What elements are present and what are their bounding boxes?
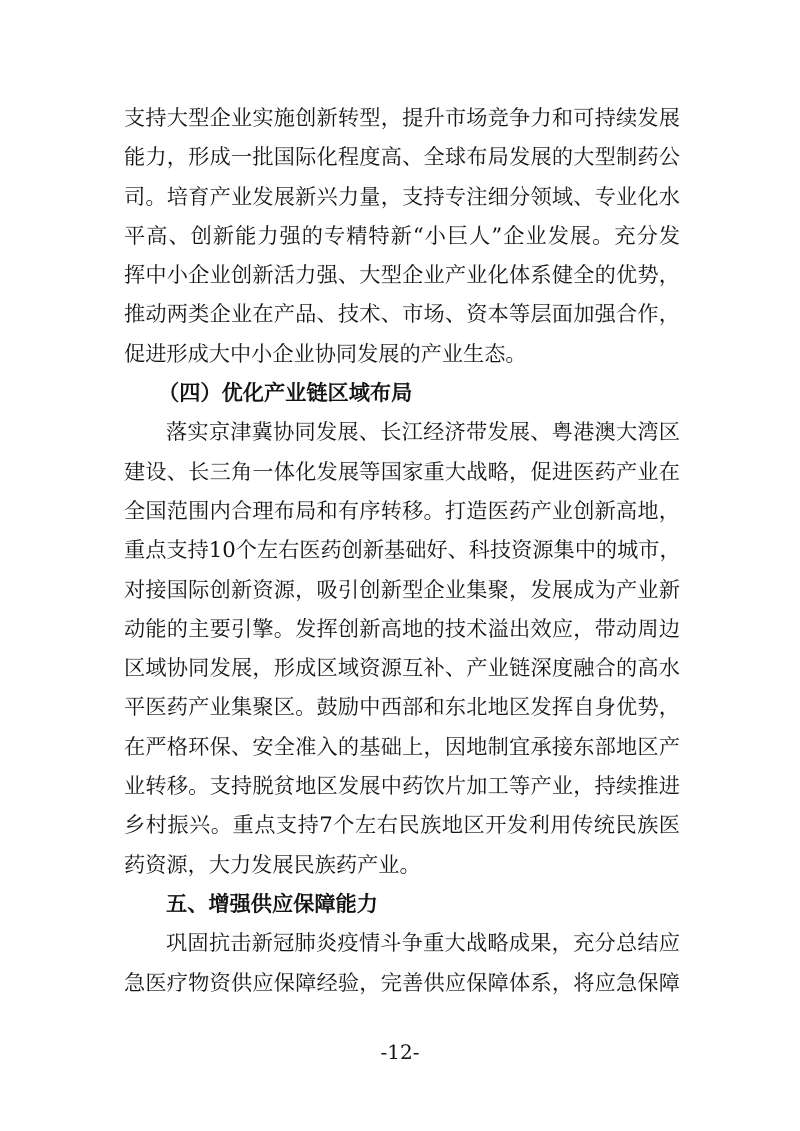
text-line: 司。培育产业发展新兴力量，支持专注细分领域、专业化水	[124, 183, 680, 209]
text-line: 药资源，大力发展民族药产业。	[124, 851, 421, 877]
text-line: 巩固抗击新冠肺炎疫情斗争重大战略成果，充分总结应	[166, 930, 680, 956]
paragraph-enterprise-development	[124, 98, 680, 373]
text-line: 动能的主要引擎。发挥创新高地的技术溢出效应，带动周边	[124, 615, 680, 641]
text-line: 推动两类企业在产品、技术、市场、资本等层面加强合作，	[124, 301, 680, 327]
text-line: 对接国际创新资源，吸引创新型企业集聚，发展成为产业新	[124, 576, 680, 602]
text-line: 落实京津冀协同发展、长江经济带发展、粤港澳大湾区	[166, 419, 680, 445]
text-line: 建设、长三角一体化发展等国家重大战略，促进医药产业在	[124, 458, 680, 484]
page-number: -12-	[380, 1040, 420, 1064]
document-body	[124, 98, 680, 1002]
section-heading-supply-guarantee: 五、增强供应保障能力	[166, 890, 378, 916]
text-line: 平医药产业集聚区。鼓励中西部和东北地区发挥自身优势，	[124, 694, 680, 720]
paragraph-regional-layout	[124, 412, 680, 884]
text-line: 区域协同发展，形成区域资源互补、产业链深度融合的高水	[124, 655, 680, 681]
section-heading-regional-layout: （四）优化产业链区域布局	[158, 380, 413, 406]
text-line: 挥中小企业创新活力强、大型企业产业化体系健全的优势，	[124, 262, 680, 288]
paragraph-supply-guarantee	[124, 923, 680, 1002]
text-line: 能力，形成一批国际化程度高、全球布局发展的大型制药公	[124, 144, 680, 170]
text-line: 乡村振兴。重点支持7个左右民族地区开发利用传统民族医	[124, 812, 680, 838]
text-line: 急医疗物资供应保障经验，完善供应保障体系，将应急保障	[124, 969, 680, 995]
text-line: 在严格环保、安全准入的基础上，因地制宜承接东部地区产	[124, 733, 680, 759]
text-line: 业转移。支持脱贫地区发展中药饮片加工等产业，持续推进	[124, 773, 680, 799]
text-line: 全国范围内合理布局和有序转移。打造医药产业创新高地，	[124, 497, 680, 523]
text-line: 支持大型企业实施创新转型，提升市场竞争力和可持续发展	[124, 105, 680, 130]
text-line: 重点支持10个左右医药创新基础好、科技资源集中的城市，	[124, 537, 681, 563]
text-line: 平高、创新能力强的专精特新“小巨人”企业发展。充分发	[124, 222, 680, 248]
text-line: 促进形成大中小企业协同发展的产业生态。	[124, 340, 527, 366]
